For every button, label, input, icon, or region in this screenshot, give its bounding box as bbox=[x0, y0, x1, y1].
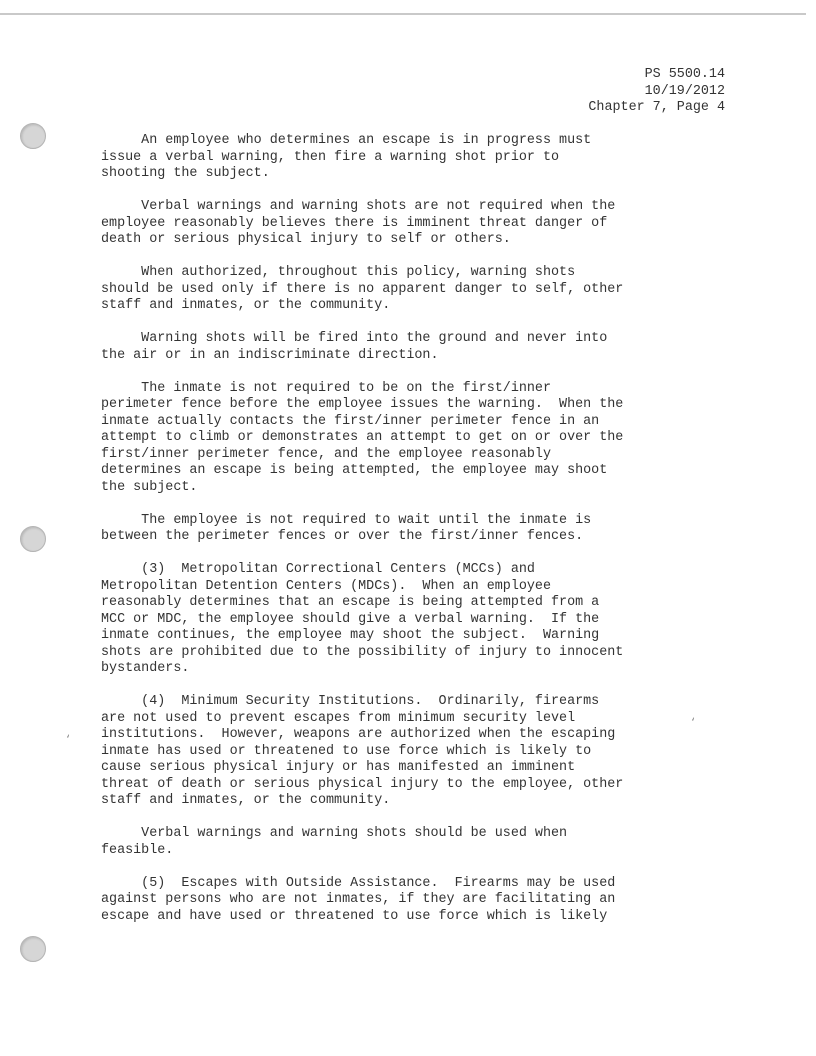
text-line: the subject. bbox=[101, 479, 198, 495]
text-line: against persons who are not inmates, if they are facilitating an bbox=[101, 892, 616, 907]
document-number: PS 5500.14 bbox=[644, 67, 725, 82]
text-line: employee reasonably believes there is imminent threat danger of bbox=[101, 215, 608, 231]
text-line: Verbal warnings and warning shots should be used when bbox=[101, 826, 568, 841]
text-line: An employee who determines an escape is in progress must bbox=[101, 133, 592, 148]
text-line: between the perimeter fences or over the first/inner fences. bbox=[101, 529, 584, 544]
text-line: escape and have used or threatened to use force which is likely bbox=[101, 908, 608, 924]
text-line: (4) Minimum Security Institutions. Ordinarily, firearms bbox=[101, 694, 600, 709]
paragraph bbox=[101, 826, 711, 859]
paragraph bbox=[101, 331, 711, 364]
paragraph bbox=[101, 876, 711, 926]
text-line: inmate has used or threatened to use force which is likely to bbox=[101, 743, 592, 759]
margin-mark: ‘ bbox=[65, 735, 72, 746]
text-line: (3) Metropolitan Correctional Centers (MCCs) and bbox=[101, 562, 535, 577]
text-line: The inmate is not required to be on the first/inner bbox=[101, 380, 551, 396]
paragraph bbox=[101, 199, 711, 249]
text-line: perimeter fence before the employee issues the warning. When the bbox=[101, 397, 624, 412]
punch-hole-middle bbox=[20, 526, 46, 552]
text-line: are not used to prevent escapes from minimum security level bbox=[101, 710, 576, 726]
text-line: feasible. bbox=[101, 842, 174, 858]
text-line: determines an escape is being attempted, the employee may shoot bbox=[101, 463, 608, 478]
text-line: When authorized, throughout this policy, warning shots bbox=[101, 265, 576, 280]
text-line: Warning shots will be fired into the ground and never into bbox=[101, 331, 608, 346]
document-date: 10/19/2012 bbox=[644, 83, 725, 99]
text-line: inmate actually contacts the first/inner perimeter fence in an bbox=[101, 413, 600, 429]
paragraph bbox=[101, 562, 711, 678]
paragraph bbox=[101, 133, 711, 183]
text-line: Metropolitan Detention Centers (MDCs). When an employee bbox=[101, 578, 551, 594]
document-body bbox=[101, 133, 711, 942]
top-rule bbox=[0, 13, 806, 15]
text-line: bystanders. bbox=[101, 661, 190, 676]
text-line: institutions. However, weapons are authorized when the escaping bbox=[101, 727, 616, 742]
text-line: Verbal warnings and warning shots are not required when the bbox=[101, 199, 616, 214]
paragraph bbox=[101, 265, 711, 315]
text-line: issue a verbal warning, then fire a warning shot prior to bbox=[101, 149, 560, 165]
text-line: staff and inmates, or the community. bbox=[101, 298, 391, 313]
text-line: threat of death or serious physical injury to the employee, other bbox=[101, 776, 624, 792]
text-line: The employee is not required to wait until the inmate is bbox=[101, 512, 592, 528]
text-line: attempt to climb or demonstrates an attempt to get on or over the bbox=[101, 430, 624, 445]
text-line: MCC or MDC, the employee should give a verbal warning. If the bbox=[101, 611, 600, 627]
margin-mark: ‘ bbox=[690, 718, 697, 729]
punch-hole-bottom bbox=[20, 936, 46, 962]
text-line: should be used only if there is no apparent danger to self, other bbox=[101, 281, 624, 297]
text-line: shots are prohibited due to the possibility of injury to innocent bbox=[101, 644, 624, 660]
text-line: shooting the subject. bbox=[101, 166, 270, 181]
text-line: the air or in an indiscriminate direction. bbox=[101, 347, 439, 363]
text-line: staff and inmates, or the community. bbox=[101, 793, 391, 808]
text-line: inmate continues, the employee may shoot the subject. Warning bbox=[101, 628, 600, 643]
text-line: death or serious physical injury to self or others. bbox=[101, 232, 511, 247]
punch-hole-top bbox=[20, 123, 46, 149]
text-line: reasonably determines that an escape is being attempted from a bbox=[101, 595, 600, 610]
paragraph bbox=[101, 513, 711, 546]
page-header bbox=[588, 67, 725, 117]
text-line: cause serious physical injury or has manifested an imminent bbox=[101, 760, 576, 775]
paragraph bbox=[101, 694, 711, 810]
paragraph bbox=[101, 381, 711, 497]
text-line: (5) Escapes with Outside Assistance. Firearms may be used bbox=[101, 875, 616, 891]
text-line: first/inner perimeter fence, and the employee reasonably bbox=[101, 446, 551, 462]
chapter-page: Chapter 7, Page 4 bbox=[588, 100, 725, 115]
